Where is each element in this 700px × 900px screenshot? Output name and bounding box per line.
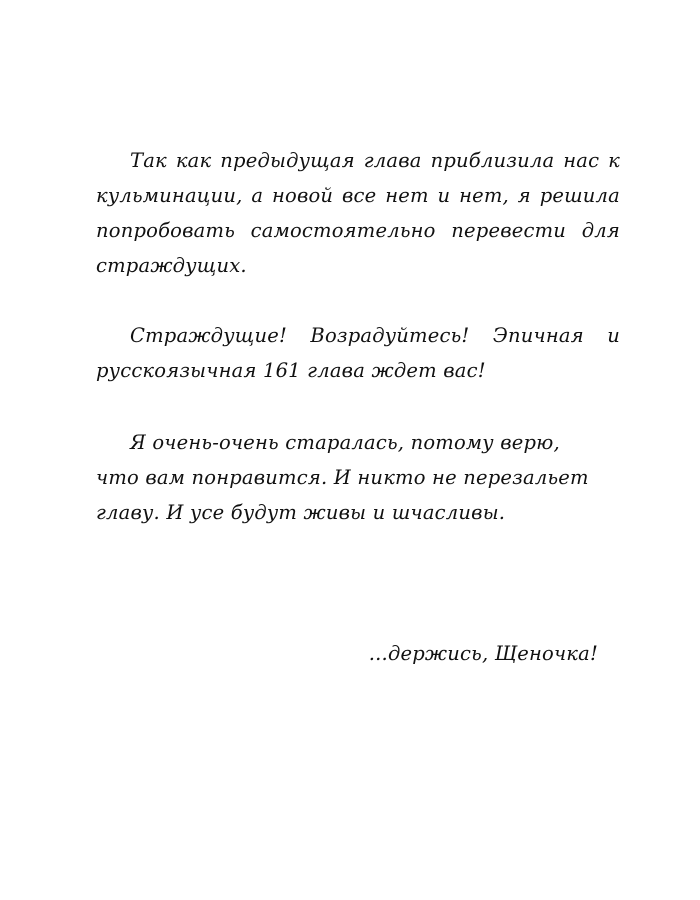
paragraph-closing [96, 425, 620, 530]
closing-line: что вам понравится. И никто не перезальет [96, 466, 589, 489]
closing-line: главу. И усе будут живы и шчасливы. [96, 501, 506, 524]
signature: ...держись, Щеночка! [368, 642, 598, 665]
paragraph-intro: Так как предыдущая глава приблизила нас к кульминации, а новой все нет и нет, я решила попробовать самостоятельно перевести для страждущих. [96, 149, 620, 277]
closing-line: Я очень-очень старалась, потому верю, [130, 431, 560, 454]
paragraph-announcement: Страждущие! Возрадуйтесь! Эпичная и русскоязычная 161 глава ждет вас! [96, 324, 620, 382]
